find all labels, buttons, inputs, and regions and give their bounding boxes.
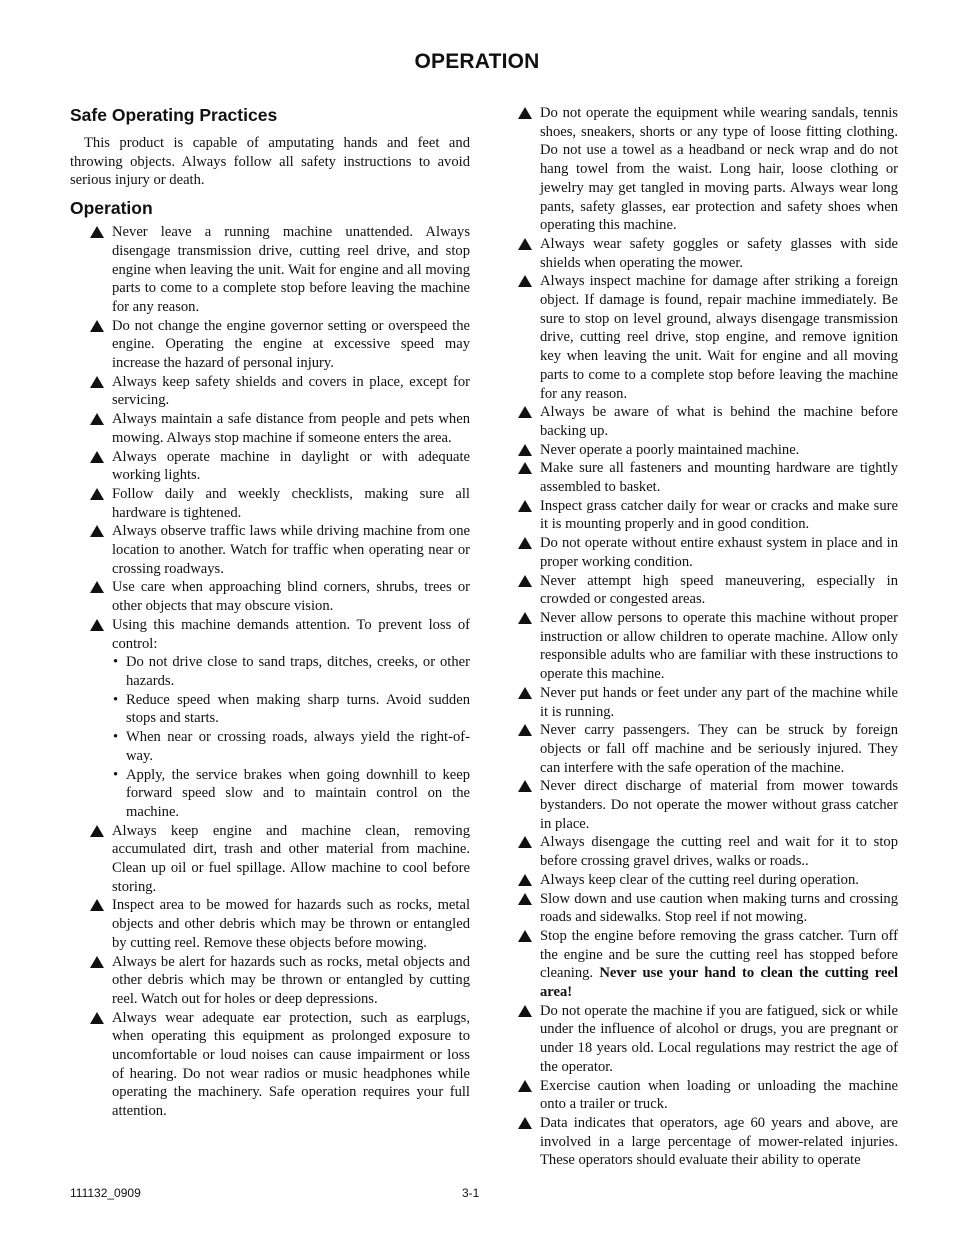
list-item <box>90 317 470 373</box>
list-item <box>90 373 470 410</box>
warning-triangle-icon <box>90 488 104 500</box>
list-item <box>518 1002 898 1077</box>
warning-triangle-icon <box>90 451 104 463</box>
list-item <box>518 890 898 927</box>
list-item-text: Always keep safety shields and covers in place, except for servicing. <box>112 373 470 409</box>
warning-list-left <box>70 223 470 1121</box>
list-item <box>518 441 898 460</box>
list-item-text: Make sure all fasteners and mounting hardware are tightly assembled to basket. <box>540 460 898 496</box>
list-item <box>518 1114 898 1170</box>
list-item-text: Always disengage the cutting reel and wait for it to stop before crossing gravel drives, walks or roads.. <box>540 834 898 870</box>
list-item <box>90 822 470 897</box>
warning-triangle-icon <box>90 376 104 388</box>
sub-list-item: • Do not drive close to sand traps, ditches, creeks, or other hazards. <box>112 653 470 690</box>
list-item-text: Always be alert for hazards such as rocks, metal objects and other debris which may be thrown or entangled by cutting reel. Watch out for holes or deep depressions. <box>112 953 470 1007</box>
list-item <box>90 485 470 522</box>
list-item <box>90 410 470 447</box>
list-item-text: Never allow persons to operate this machine without proper instruction or allow children to operate machine. Allow only responsible adults who are familiar with these instructions to operate this machine. <box>540 609 898 683</box>
list-item-text: Always keep clear of the cutting reel during operation. <box>540 871 859 888</box>
section-heading-operation: Operation <box>70 198 153 219</box>
list-item-text: Always inspect machine for damage after striking a foreign object. If damage is found, repair machine immediately. Be sure to stop on level ground, always disengage transmission drive, cutting reel drive, stop engine, and remove ignition key when leaving the unit. Wait for engine and all moving parts to come to a complete stop before leaving the machine for any reason. <box>540 273 898 402</box>
warning-triangle-icon <box>518 462 532 474</box>
list-item-text: Using this machine demands attention. To prevent loss of control: <box>112 616 470 652</box>
list-item <box>90 1009 470 1121</box>
list-item-text: Always operate machine in daylight or with adequate working lights. <box>112 448 470 484</box>
list-item <box>518 534 898 571</box>
warning-triangle-icon <box>90 619 104 631</box>
warning-triangle-icon <box>518 537 532 549</box>
list-item <box>518 403 898 440</box>
list-item-text: Never attempt high speed maneuvering, especially in crowded or congested areas. <box>540 572 898 608</box>
list-item-text: Always keep engine and machine clean, removing accumulated dirt, trash and other material from machine. Clean up oil or fuel spillage. Allow machine to cool before storing. <box>112 822 470 895</box>
list-item-text: Follow daily and weekly checklists, making sure all hardware is tightened. <box>112 485 470 521</box>
warning-triangle-icon <box>518 893 532 905</box>
warning-triangle-icon <box>90 320 104 332</box>
sub-list-item: • When near or crossing roads, always yield the right-of-way. <box>112 728 470 765</box>
footer-doc-number: 111132_0909 <box>70 1186 141 1200</box>
warning-triangle-icon <box>518 724 532 736</box>
list-item-text: Inspect grass catcher daily for wear or cracks and make sure it is mounting properly and in good condition. <box>540 497 898 533</box>
list-item-text: Slow down and use caution when making turns and crossing roads and sidewalks. Stop reel if not mowing. <box>540 890 898 926</box>
warning-triangle-icon <box>518 575 532 587</box>
list-item-text: Never direct discharge of material from mower towards bystanders. Do not operate the mower without grass catcher in place. <box>540 778 898 832</box>
list-item <box>518 927 898 1002</box>
list-item <box>518 833 898 870</box>
list-item-text: Always wear safety goggles or safety glasses with side shields when operating the mower. <box>540 235 898 271</box>
warning-triangle-icon <box>90 525 104 537</box>
list-item <box>518 235 898 272</box>
warning-triangle-icon <box>90 956 104 968</box>
list-item <box>90 223 470 317</box>
footer-page-number: 3-1 <box>462 1186 480 1200</box>
list-item <box>518 609 898 684</box>
warning-triangle-icon <box>518 444 532 456</box>
warning-triangle-icon <box>90 825 104 837</box>
warning-triangle-icon <box>90 899 104 911</box>
warning-triangle-icon <box>518 107 532 119</box>
list-item-text: Data indicates that operators, age 60 years and above, are involved in a large percentage of mower-related injuries. These operators should evaluate their ability to operate <box>540 1114 898 1169</box>
warning-triangle-icon <box>518 1080 532 1092</box>
list-item <box>518 272 898 403</box>
sub-list-item: • Reduce speed when making sharp turns. Avoid sudden stops and starts. <box>112 691 470 728</box>
warning-triangle-icon <box>518 874 532 886</box>
warning-triangle-icon <box>518 500 532 512</box>
list-item <box>90 616 470 822</box>
warning-list-right <box>518 104 898 1170</box>
list-item-text: Do not operate without entire exhaust system in place and in proper working condition. <box>540 535 898 570</box>
bold-warning-text: Never use your hand to clean the cutting reel area! <box>540 965 898 1001</box>
warning-triangle-icon <box>518 930 532 942</box>
warning-triangle-icon <box>518 1005 532 1017</box>
list-item-text: Do not operate the equipment while wearing sandals, tennis shoes, sneakers, shorts or any type of loose fitting clothing. Do not use a towel as a headband or neck wrap and do not hang towel from the waist. Long hair, loose clothing or jewelry may get tangled in moving parts. Always wear long pants, safety glasses, ear protection and safety shoes when operating this machine. <box>540 105 898 234</box>
right-column <box>518 104 898 1170</box>
list-item-text: Always observe traffic laws while driving machine from one location to another. Watch for traffic when operating near or crossing roadways. <box>112 523 470 577</box>
list-item <box>518 777 898 833</box>
list-item-text: Never carry passengers. They can be struck by foreign objects or fall off machine and be seriously injured. They can interfere with the safe operation of the machine. <box>540 722 898 776</box>
list-item <box>518 459 898 496</box>
warning-triangle-icon <box>518 238 532 250</box>
warning-triangle-icon <box>518 780 532 792</box>
list-item-text: Inspect area to be mowed for hazards such as rocks, metal objects and other debris which may be thrown or entangled by cutting reel. Remove these objects before mowing. <box>112 897 470 951</box>
intro-paragraph: This product is capable of amputating hands and feet and throwing objects. Always follow all safety instructions to avoid serious injury or death. <box>70 135 470 189</box>
list-item <box>518 104 898 235</box>
warning-triangle-icon <box>518 406 532 418</box>
list-item-text: Always wear adequate ear protection, such as earplugs, when operating this equipment as prolonged exposure to uncomfortable or loud noises can cause impairment or loss of hearing. Do not wear radios or music headphones while operating the machinery. Safe operation requires your full attention. <box>112 1009 470 1120</box>
list-item <box>518 1077 898 1114</box>
list-item <box>90 896 470 952</box>
warning-triangle-icon <box>518 612 532 624</box>
list-item-text: Use care when approaching blind corners, shrubs, trees or other objects that may obscure vision. <box>112 579 470 615</box>
list-item-text: Exercise caution when loading or unloading the machine onto a trailer or truck. <box>540 1077 898 1113</box>
list-item-text: Never operate a poorly maintained machine. <box>540 441 800 458</box>
list-item-text: Stop the engine before removing the grass catcher. Turn off the engine and be sure the cutting reel has stopped before cleaning. <box>540 927 898 982</box>
warning-triangle-icon <box>518 687 532 699</box>
warning-triangle-icon <box>518 1117 532 1129</box>
list-item <box>90 953 470 1009</box>
warning-triangle-icon <box>90 226 104 238</box>
list-item-text: Always maintain a safe distance from people and pets when mowing. Always stop machine if someone enters the area. <box>112 411 470 446</box>
list-item <box>90 448 470 485</box>
page-title: OPERATION <box>414 50 540 73</box>
list-item-text: Do not change the engine governor setting or overspeed the engine. Operating the engine at excessive speed may increase the hazard of personal injury. <box>112 317 470 372</box>
list-item-text: Never leave a running machine unattended. Always disengage transmission drive, cutting reel drive, and stop engine when leaving the unit. Wait for engine and all moving parts to come to a complete stop before leaving the machine for any reason. <box>112 224 470 315</box>
list-item <box>90 578 470 615</box>
left-column <box>70 104 470 1121</box>
warning-triangle-icon <box>90 413 104 425</box>
warning-triangle-icon <box>90 1012 104 1024</box>
sub-list-item: • Apply, the service brakes when going downhill to keep forward speed slow and to maintain control on the machine. <box>112 766 470 822</box>
sub-bullet-list <box>112 653 470 821</box>
list-item-text: Do not operate the machine if you are fatigued, sick or while under the influence of alcohol or drugs, you are pregnant or under 18 years old. Local regulations may restrict the age of the operator. <box>540 1002 898 1075</box>
list-item-text: Never put hands or feet under any part of the machine while it is running. <box>540 684 898 720</box>
list-item <box>518 684 898 721</box>
section-heading-safe-operating-practices: Safe Operating Practices <box>70 105 278 125</box>
list-item <box>518 721 898 777</box>
warning-triangle-icon <box>90 581 104 593</box>
list-item <box>518 871 898 890</box>
list-item <box>518 572 898 609</box>
list-item-text: Always be aware of what is behind the machine before backing up. <box>540 404 898 439</box>
list-item <box>518 497 898 534</box>
list-item <box>90 522 470 578</box>
warning-triangle-icon <box>518 836 532 848</box>
warning-triangle-icon <box>518 275 532 287</box>
